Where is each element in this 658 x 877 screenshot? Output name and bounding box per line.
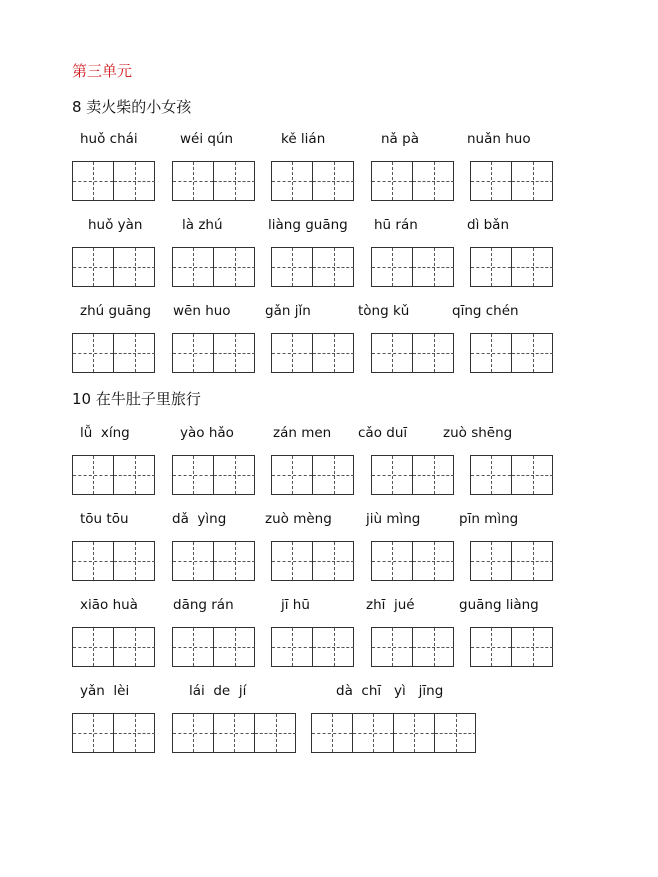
pinyin-label: yǎn lèi (80, 683, 130, 699)
tianzige-cell[interactable] (173, 456, 214, 494)
pinyin-label: tōu tōu (80, 511, 129, 527)
tianzige-cell[interactable] (512, 334, 553, 372)
tianzige-cell[interactable] (413, 542, 454, 580)
writing-grid[interactable] (72, 161, 155, 201)
tianzige-cell[interactable] (114, 456, 155, 494)
pinyin-label: qīng chén (452, 303, 519, 319)
writing-grid[interactable] (371, 541, 454, 581)
tianzige-cell[interactable] (313, 162, 354, 200)
writing-grid[interactable] (470, 161, 553, 201)
tianzige-cell[interactable] (471, 456, 512, 494)
writing-grid[interactable] (72, 627, 155, 667)
pinyin-label: dà chī yì jīng (336, 683, 444, 699)
tianzige-cell[interactable] (114, 542, 155, 580)
tianzige-cell[interactable] (471, 542, 512, 580)
tianzige-cell[interactable] (471, 248, 512, 286)
pinyin-label: zuò mèng (265, 511, 332, 527)
tianzige-cell[interactable] (173, 334, 214, 372)
tianzige-cell[interactable] (512, 542, 553, 580)
pinyin-label: xiāo huà (80, 597, 138, 613)
writing-grid[interactable] (371, 455, 454, 495)
tianzige-cell[interactable] (471, 334, 512, 372)
tianzige-cell[interactable] (372, 456, 413, 494)
tianzige-cell[interactable] (435, 714, 476, 752)
writing-grid[interactable] (271, 455, 354, 495)
tianzige-cell[interactable] (214, 162, 255, 200)
tianzige-cell[interactable] (114, 628, 155, 666)
tianzige-cell[interactable] (73, 248, 114, 286)
tianzige-cell[interactable] (313, 628, 354, 666)
writing-grid[interactable] (470, 247, 553, 287)
pinyin-label: jiù mìng (366, 511, 421, 527)
tianzige-cell[interactable] (313, 542, 354, 580)
lesson-title: 10 在牛肚子里旅行 (72, 390, 201, 408)
pinyin-label: lǚ xíng (80, 425, 130, 441)
pinyin-label: cǎo duī (358, 425, 408, 441)
tianzige-cell[interactable] (114, 248, 155, 286)
writing-grid[interactable] (470, 627, 553, 667)
tianzige-cell[interactable] (413, 162, 454, 200)
tianzige-cell[interactable] (312, 714, 353, 752)
writing-grid[interactable] (271, 161, 354, 201)
tianzige-cell[interactable] (413, 248, 454, 286)
tianzige-cell[interactable] (512, 162, 553, 200)
writing-grid[interactable] (72, 713, 155, 753)
tianzige-cell[interactable] (272, 456, 313, 494)
tianzige-cell[interactable] (214, 714, 255, 752)
tianzige-cell[interactable] (313, 456, 354, 494)
pinyin-label: lái de jí (189, 683, 247, 699)
tianzige-cell[interactable] (272, 162, 313, 200)
writing-grid[interactable] (371, 627, 454, 667)
pinyin-label: zán men (273, 425, 332, 441)
pinyin-label: gǎn jǐn (265, 303, 311, 319)
tianzige-cell[interactable] (173, 542, 214, 580)
tianzige-cell[interactable] (272, 334, 313, 372)
writing-grid[interactable] (470, 541, 553, 581)
pinyin-label: pīn mìng (459, 511, 519, 527)
tianzige-cell[interactable] (372, 248, 413, 286)
pinyin-label: liàng guāng (268, 217, 348, 233)
tianzige-cell[interactable] (512, 456, 553, 494)
tianzige-cell[interactable] (73, 714, 114, 752)
pinyin-label: dì bǎn (467, 217, 510, 233)
pinyin-label: jī hū (281, 597, 310, 613)
writing-grid[interactable] (172, 247, 255, 287)
tianzige-cell[interactable] (214, 456, 255, 494)
tianzige-cell[interactable] (471, 162, 512, 200)
tianzige-cell[interactable] (353, 714, 394, 752)
tianzige-cell[interactable] (73, 334, 114, 372)
pinyin-label: là zhú (182, 217, 223, 233)
pinyin-label: zuò shēng (443, 425, 513, 441)
tianzige-cell[interactable] (173, 162, 214, 200)
pinyin-label: kě lián (281, 131, 326, 147)
tianzige-cell[interactable] (272, 542, 313, 580)
tianzige-cell[interactable] (394, 714, 435, 752)
writing-grid[interactable] (172, 161, 255, 201)
pinyin-label: nǎ pà (381, 131, 419, 147)
tianzige-cell[interactable] (512, 628, 553, 666)
tianzige-cell[interactable] (73, 162, 114, 200)
tianzige-cell[interactable] (272, 248, 313, 286)
writing-grid[interactable] (271, 333, 354, 373)
pinyin-label: hū rán (374, 217, 418, 233)
pinyin-label: tòng kǔ (358, 303, 410, 319)
pinyin-label: zhī jué (366, 597, 415, 613)
pinyin-label: guāng liàng (459, 597, 539, 613)
writing-grid[interactable] (172, 627, 255, 667)
tianzige-cell[interactable] (214, 628, 255, 666)
tianzige-cell[interactable] (372, 334, 413, 372)
pinyin-label: yào hǎo (180, 425, 234, 441)
writing-grid[interactable] (470, 455, 553, 495)
writing-grid[interactable] (271, 247, 354, 287)
writing-grid[interactable] (172, 713, 296, 753)
tianzige-cell[interactable] (173, 248, 214, 286)
pinyin-label: huǒ chái (80, 131, 138, 147)
writing-grid[interactable] (72, 541, 155, 581)
tianzige-cell[interactable] (372, 542, 413, 580)
tianzige-cell[interactable] (214, 334, 255, 372)
unit-title: 第三单元 (72, 62, 133, 80)
writing-grid[interactable] (72, 455, 155, 495)
writing-grid[interactable] (172, 541, 255, 581)
tianzige-cell[interactable] (73, 542, 114, 580)
writing-grid[interactable] (172, 455, 255, 495)
writing-grid[interactable] (371, 247, 454, 287)
writing-grid[interactable] (371, 161, 454, 201)
tianzige-cell[interactable] (255, 714, 296, 752)
tianzige-cell[interactable] (313, 334, 354, 372)
writing-grid[interactable] (311, 713, 476, 753)
lesson-title: 8 卖火柴的小女孩 (72, 98, 192, 116)
tianzige-cell[interactable] (114, 162, 155, 200)
writing-grid[interactable] (371, 333, 454, 373)
tianzige-cell[interactable] (114, 334, 155, 372)
tianzige-cell[interactable] (173, 714, 214, 752)
writing-grid[interactable] (72, 247, 155, 287)
tianzige-cell[interactable] (372, 628, 413, 666)
tianzige-cell[interactable] (214, 542, 255, 580)
pinyin-label: wéi qún (180, 131, 234, 147)
writing-grid[interactable] (72, 333, 155, 373)
tianzige-cell[interactable] (413, 456, 454, 494)
pinyin-label: dāng rán (173, 597, 234, 613)
tianzige-cell[interactable] (313, 248, 354, 286)
tianzige-cell[interactable] (413, 628, 454, 666)
tianzige-cell[interactable] (214, 248, 255, 286)
tianzige-cell[interactable] (114, 714, 155, 752)
tianzige-cell[interactable] (512, 248, 553, 286)
pinyin-label: wēn huo (173, 303, 231, 319)
tianzige-cell[interactable] (413, 334, 454, 372)
tianzige-cell[interactable] (471, 628, 512, 666)
pinyin-label: huǒ yàn (88, 217, 143, 233)
writing-grid[interactable] (271, 627, 354, 667)
writing-grid[interactable] (271, 541, 354, 581)
tianzige-cell[interactable] (272, 628, 313, 666)
tianzige-cell[interactable] (73, 456, 114, 494)
pinyin-label: dǎ yìng (172, 511, 227, 527)
pinyin-label: nuǎn huo (467, 131, 531, 147)
pinyin-label: zhú guāng (80, 303, 152, 319)
tianzige-cell[interactable] (73, 628, 114, 666)
tianzige-cell[interactable] (372, 162, 413, 200)
writing-grid[interactable] (172, 333, 255, 373)
writing-grid[interactable] (470, 333, 553, 373)
tianzige-cell[interactable] (173, 628, 214, 666)
